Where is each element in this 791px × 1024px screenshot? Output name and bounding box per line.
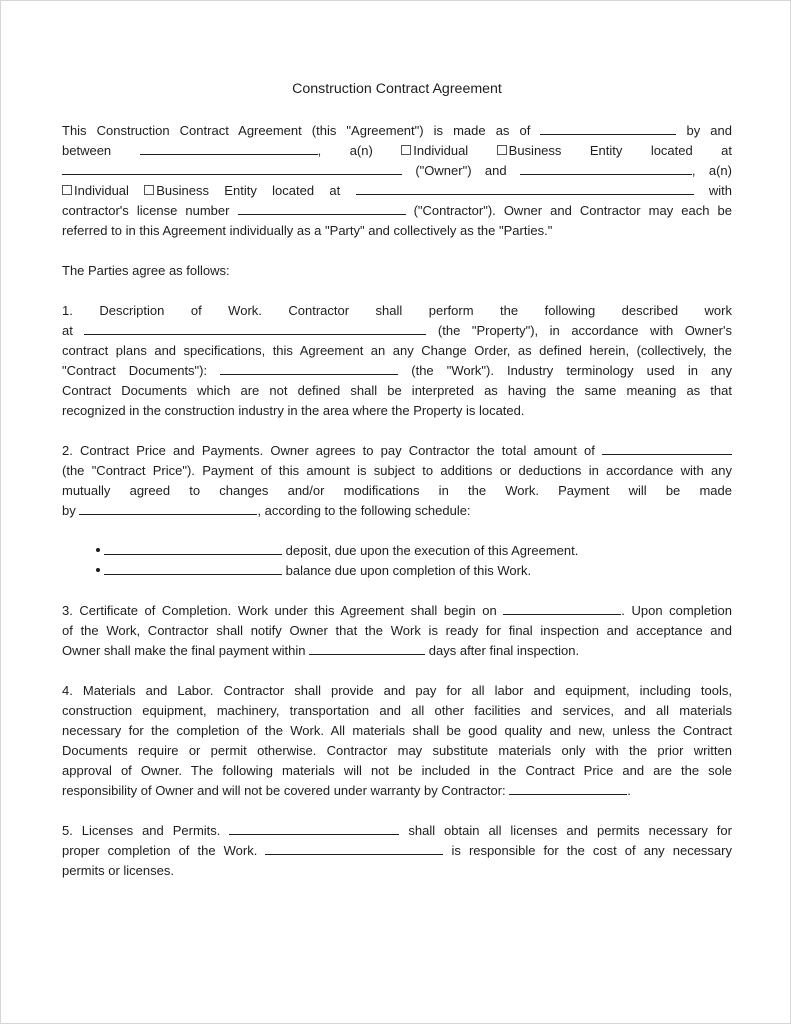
section-3-line-2: of the Work, Contractor shall notify Owner that the Work is ready for final inspection and acceptance and xyxy=(62,623,732,638)
section-3-line-1 xyxy=(62,601,732,621)
intro-line-4 xyxy=(62,181,732,201)
section-1-line-5: Contract Documents which are not defined shall be interpreted as having the same meaning as that xyxy=(62,383,732,398)
section-text: at xyxy=(62,323,73,338)
owner-address-blank[interactable] xyxy=(62,161,402,175)
section-text: by xyxy=(62,503,76,518)
contractor-business-option[interactable] xyxy=(144,183,340,198)
date-blank[interactable] xyxy=(540,121,676,135)
section-4-line-3: necessary for the completion of the Work. All materials shall be good quality and new, unless the Contract xyxy=(62,723,732,738)
section-1-line-2 xyxy=(62,321,732,341)
start-date-blank[interactable] xyxy=(503,601,621,615)
contractor-individual-option[interactable] xyxy=(62,183,129,198)
section-text: 5. Licenses and Permits. xyxy=(62,823,221,838)
total-amount-blank[interactable] xyxy=(602,441,732,455)
option-label: Individual xyxy=(74,183,129,198)
payment-method-blank[interactable] xyxy=(79,501,257,515)
section-2-line-4 xyxy=(62,501,732,521)
bullet-icon xyxy=(96,548,100,552)
intro-text: by and xyxy=(686,123,732,138)
section-text: "Contract Documents"): xyxy=(62,363,208,378)
schedule-text: balance due upon completion of this Work. xyxy=(285,563,532,578)
section-text: days after final inspection. xyxy=(428,643,580,658)
owner-name-field: , xyxy=(140,143,322,158)
section-2-line-3: mutually agreed to changes and/or modifications in the Work. Payment will be made xyxy=(62,483,732,498)
section-text: (the "Property"), in accordance with Owner's xyxy=(437,323,732,338)
permit-party-blank[interactable] xyxy=(229,821,399,835)
section-text: is responsible for the cost of any necessary xyxy=(451,843,732,858)
parties-agree-text: The Parties agree as follows: xyxy=(62,263,230,278)
section-text: . xyxy=(627,783,631,798)
intro-text: ("Contractor"). Owner and Contractor may each be xyxy=(413,203,732,218)
intro-text: ("Owner") and xyxy=(415,163,507,178)
section-text: responsibility of Owner and will not be covered under warranty by Contractor: xyxy=(62,783,506,798)
license-number-blank[interactable] xyxy=(238,201,406,215)
section-text: , according to the following schedule: xyxy=(257,503,471,518)
section-4-line-2: construction equipment, machinery, transportation and all other facilities and services, and all materials xyxy=(62,703,732,718)
section-1-line-4 xyxy=(62,361,732,381)
document-title: Construction Contract Agreement xyxy=(292,81,502,97)
schedule-text: deposit, due upon the execution of this Agreement. xyxy=(285,543,579,558)
intro-line-3 xyxy=(62,161,732,181)
contractor-address-blank[interactable] xyxy=(356,181,694,195)
section-text: Owner shall make the final payment within xyxy=(62,643,306,658)
section-3-line-3 xyxy=(62,641,732,661)
excluded-materials-blank[interactable] xyxy=(509,781,627,795)
intro-text: between xyxy=(62,143,112,158)
checkbox-icon[interactable] xyxy=(144,185,154,195)
intro-line-1 xyxy=(62,121,732,141)
section-text: 2. Contract Price and Payments. Owner agrees to pay Contractor the total amount of xyxy=(62,443,595,458)
owner-name-blank[interactable] xyxy=(140,141,318,155)
checkbox-icon[interactable] xyxy=(62,185,72,195)
section-text: 3. Certificate of Completion. Work under this Agreement shall begin on xyxy=(62,603,497,618)
section-5-line-2 xyxy=(62,841,732,861)
option-label: Business Entity located at xyxy=(156,183,341,198)
option-label: Business Entity xyxy=(508,143,623,158)
start-date-field xyxy=(503,603,732,618)
section-2-line-1 xyxy=(62,441,732,461)
intro-text: with xyxy=(708,183,732,198)
section-4-line-6 xyxy=(62,781,732,801)
section-1-line-1: 1. Description of Work. Contractor shall perform the following described work xyxy=(62,303,732,318)
owner-business-option[interactable] xyxy=(497,143,623,158)
work-location-blank[interactable] xyxy=(84,321,426,335)
intro-line-6: referred to in this Agreement individually as a "Party" and collectively as the "Parties." xyxy=(62,223,553,238)
intro-text: contractor's license number xyxy=(62,203,230,218)
balance-amount-blank[interactable] xyxy=(104,561,282,575)
section-2-line-2: (the "Contract Price"). Payment of this amount is subject to additions or deductions in accordance with any xyxy=(62,463,732,478)
intro-line-2 xyxy=(62,141,732,161)
contractor-name-blank[interactable] xyxy=(520,161,692,175)
checkbox-icon[interactable] xyxy=(497,145,507,155)
section-4-line-1: 4. Materials and Labor. Contractor shall provide and pay for all labor and equipment, including tools, xyxy=(62,683,732,698)
payment-days-blank[interactable] xyxy=(309,641,425,655)
payment-schedule-item xyxy=(96,541,578,561)
intro-line-5 xyxy=(62,201,732,221)
section-text: shall obtain all licenses and permits necessary for xyxy=(408,823,732,838)
section-4-line-4: Documents require or permit otherwise. Contractor may substitute materials only with the prior written xyxy=(62,743,732,758)
contractor-name-field: , xyxy=(520,163,696,178)
section-4-line-5: approval of Owner. The following materials will not be included in the Contract Price and are the sole xyxy=(62,763,732,778)
checkbox-icon[interactable] xyxy=(401,145,411,155)
bullet-icon xyxy=(96,568,100,572)
section-text: proper completion of the Work. xyxy=(62,843,258,858)
section-text: . Upon completion xyxy=(621,603,732,618)
intro-text: located at xyxy=(650,143,733,158)
section-5-line-1 xyxy=(62,821,732,841)
section-1-line-3: contract plans and specifications, this Agreement an any Change Order, as defined herein, (collectively, the xyxy=(62,343,732,358)
section-text: (the "Work"). Industry terminology used in any xyxy=(411,363,732,378)
section-5-line-3: permits or licenses. xyxy=(62,863,174,878)
owner-individual-option[interactable] xyxy=(401,143,468,158)
option-label: Individual xyxy=(413,143,469,158)
intro-text: a(n) xyxy=(349,143,373,158)
section-1-line-6: recognized in the construction industry in the area where the Property is located. xyxy=(62,403,525,418)
contract-documents-blank[interactable] xyxy=(220,361,398,375)
intro-text: a(n) xyxy=(708,163,732,178)
payment-schedule-item xyxy=(96,561,531,581)
permit-cost-party-blank[interactable] xyxy=(265,841,443,855)
intro-text: This Construction Contract Agreement (this "Agreement") is made as of xyxy=(62,123,531,138)
deposit-amount-blank[interactable] xyxy=(104,541,282,555)
